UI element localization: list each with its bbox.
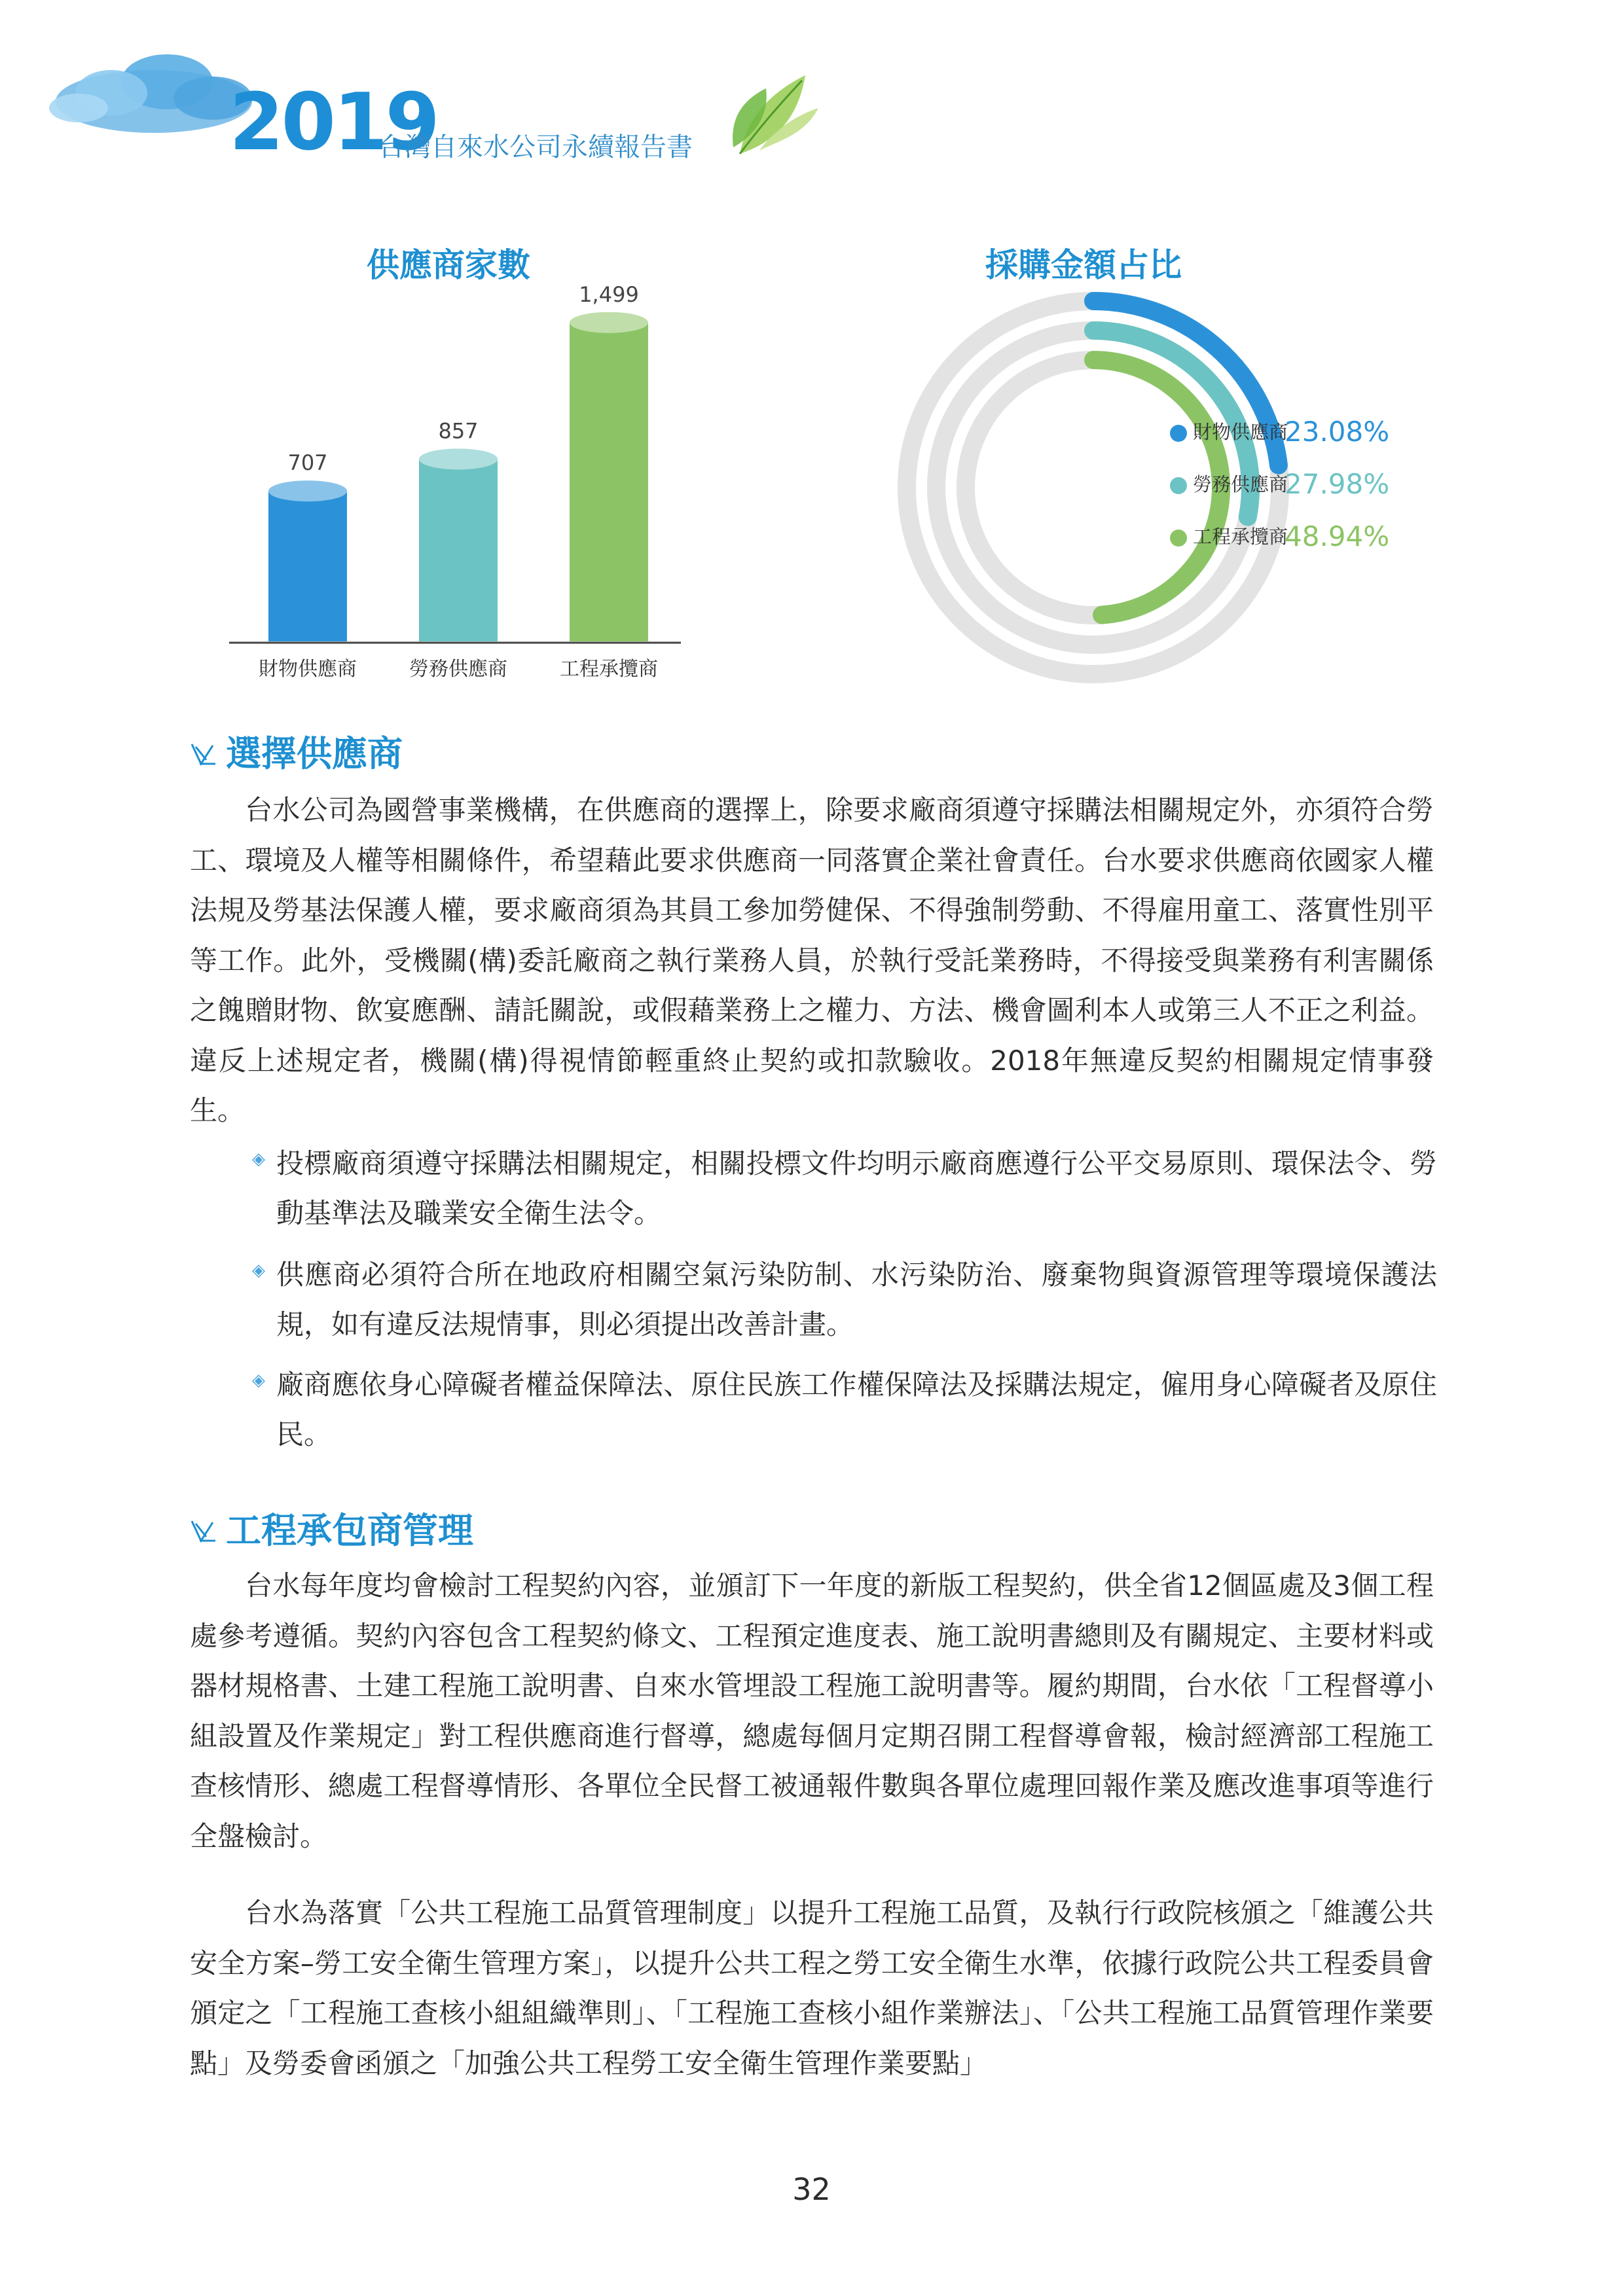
leaf-icon xyxy=(720,62,825,160)
x-tick-label: 財物供應商 xyxy=(259,658,357,681)
x-tick-label: 工程承攬商 xyxy=(560,658,658,681)
x-tick-label: 勞務供應商 xyxy=(409,658,507,681)
legend-percent: 48.94% xyxy=(1285,520,1390,552)
page-number: 32 xyxy=(792,2172,831,2207)
legend-marker xyxy=(1170,529,1187,547)
list-item: ◈ 投標廠商須遵守採購法相關規定，相關投標文件均明示廠商應遵行公平交易原則、環保法令、勞動基準法及職業安全衛生法令。 xyxy=(252,1147,1437,1229)
legend-marker xyxy=(1170,477,1187,494)
legend-label: 工程承攬商 xyxy=(1193,526,1288,548)
section-heading: 工程承包商管理 xyxy=(187,1513,473,1549)
procurement-share-radial-chart xyxy=(753,288,1473,694)
section-paragraph: 台水為落實「公共工程施工品質管理制度」以提升工程施工品質，及執行行政院核頒之「維護公共安全方案–勞工安全衛生管理方案」，以提升公共工程之勞工安全衛生水準，依據行政院公共工程委員會頒定之「工程施工查核小組組織準則」、「工程施工查核小組作業辦法」、「公共工程施工品質管理作業要點」及勞委會函頒之「加強公共工程勞工安全衛生管理作業要點」 xyxy=(190,1897,1434,2079)
bar-value-label: 1,499 xyxy=(579,281,639,307)
section-heading: 選擇供應商 xyxy=(187,736,403,772)
report-title: 台灣自來水公司永續報告書 xyxy=(378,132,693,162)
bar-value-label: 857 xyxy=(438,418,479,444)
list-item: ◈ 供應商必須符合所在地政府相關空氣污染防制、水污染防治、廢棄物與資源管理等環境保護法規，如有違反法規情事，則必須提出改善計畫。 xyxy=(252,1259,1437,1340)
pen-icon xyxy=(187,1515,219,1547)
report-year: 2019 xyxy=(229,77,437,168)
list-item: ◈ 廠商應依身心障礙者權益保障法、原住民族工作權保障法及採購法規定，僱用身心障礙者及原住民。 xyxy=(252,1369,1437,1450)
legend-percent: 27.98% xyxy=(1285,468,1390,500)
supplier-count-bar-chart xyxy=(223,275,701,694)
section-paragraph: 台水每年度均會檢討工程契約內容，並頒訂下一年度的新版工程契約，供全省12個區處及3個工程處參考遵循。契約內容包含工程契約條文、工程預定進度表、施工說明書總則及有關規定、主要材料或器材規格書、土建工程施工說明書、自來水管埋設工程施工說明書等。履約期間，台水依「工程督導小組設置及作業規定」對工程供應商進行督導，總處每個月定期召開工程督導會報，檢討經濟部工程施工查核情形、總處工程督導情形、各單位全民督工被通報件數與各單位處理回報作業及應改進事項等進行全盤檢討。 xyxy=(190,1570,1434,1852)
pen-icon xyxy=(187,738,219,770)
bar xyxy=(268,480,347,641)
legend-label: 財物供應商 xyxy=(1193,421,1288,443)
diamond-bullet-icon: ◈ xyxy=(252,1149,265,1169)
legend-label: 勞務供應商 xyxy=(1193,473,1288,495)
donut-chart-title: 採購金額占比 xyxy=(985,246,1182,284)
bar xyxy=(570,312,648,641)
bar-chart-title: 供應商家數 xyxy=(367,246,530,284)
section-paragraph: 台水公司為國營事業機構，在供應商的選擇上，除要求廠商須遵守採購法相關規定外，亦須符合勞工、環境及人權等相關條件，希望藉此要求供應商一同落實企業社會責任。台水要求供應商依國家人權法規及勞基法保護人權，要求廠商須為其員工參加勞健保、不得強制勞動、不得雇用童工、落實性別平等工作。此外，受機關(構)委託廠商之執行業務人員，於執行受託業務時，不得接受與業務有利害關係之餽贈財物、飲宴應酬、請託關說，或假藉業務上之權力、方法、機會圖利本人或第三人不正之利益。違反上述規定者，機關(構)得視情節輕重終止契約或扣款驗收。2018年無違反契約相關規定情事發生。 xyxy=(190,794,1434,1126)
diamond-bullet-icon: ◈ xyxy=(252,1261,265,1280)
diamond-bullet-icon: ◈ xyxy=(252,1371,265,1390)
legend-marker xyxy=(1170,425,1187,442)
bar xyxy=(419,448,498,641)
bar-value-label: 707 xyxy=(287,450,328,476)
legend-percent: 23.08% xyxy=(1285,416,1390,448)
